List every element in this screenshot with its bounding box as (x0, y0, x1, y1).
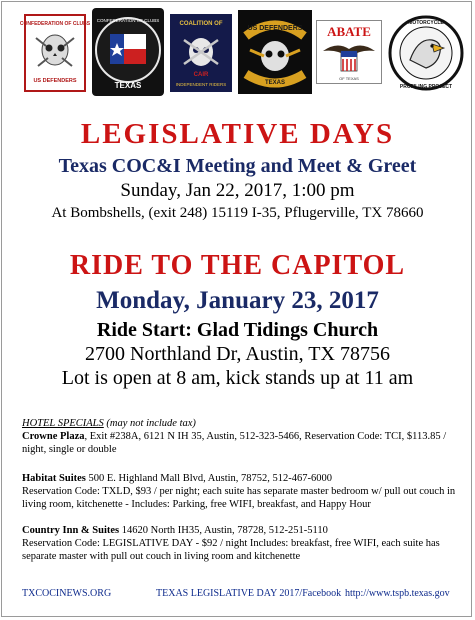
hotel-details: 14620 North IH35, Austin, 78728, 512-251-5110 (119, 525, 328, 536)
coalition-of-independent-riders-logo (170, 14, 232, 92)
hotel-name: Habitat Suites (22, 473, 86, 484)
svg-text:TEXAS: TEXAS (114, 81, 142, 90)
legislative-days-title: LEGISLATIVE DAYS (80, 118, 395, 150)
hotel-heading-line (22, 417, 462, 430)
svg-text:CAIR: CAIR (193, 72, 209, 78)
svg-text:COALITION OF: COALITION OF (179, 21, 223, 27)
us-defenders-texas-logo (238, 10, 312, 94)
svg-text:OF TEXAS: OF TEXAS (339, 76, 359, 81)
hotel-name: Crowne Plaza (22, 431, 85, 442)
hotel-habitat-suites (22, 472, 462, 511)
svg-text:TEXAS: TEXAS (264, 80, 286, 86)
meeting-date: Sunday, Jan 22, 2017, 1:00 pm (120, 180, 355, 201)
hotel-crowne-plaza (22, 430, 462, 456)
hotel-name: Country Inn & Suites (22, 525, 120, 536)
svg-text:US DEFENDERS: US DEFENDERS (33, 78, 77, 84)
footer-facebook-link[interactable]: TEXAS LEGISLATIVE DAY 2017/Facebook (156, 588, 342, 599)
footer-website-link[interactable]: TXCOCINEWS.ORG (22, 588, 112, 599)
texas-coci-logo (92, 8, 164, 96)
confederation-of-clubs-logo (19, 14, 91, 92)
hotel-section-1 (22, 417, 462, 456)
svg-text:ABATE: ABATE (327, 24, 371, 39)
motorcycle-profiling-project-logo (388, 8, 464, 98)
ride-date: Monday, January 23, 2017 (96, 287, 379, 314)
hotel-country-inn (22, 524, 462, 563)
hotel-extra: Reservation Code: LEGISLATIVE DAY - $92 / night Includes: breakfast, free WIFI, each suite has separate master with pull out couch in living room and kitchenette (22, 538, 440, 562)
ride-lot-info: Lot is open at 8 am, kick stands up at 11 am (61, 367, 414, 389)
svg-text:CONFEDERATION OF CLUBS: CONFEDERATION OF CLUBS (19, 21, 91, 27)
ride-address: 2700 Northland Dr, Austin, TX 78756 (85, 343, 390, 365)
hotel-line (22, 472, 462, 485)
meeting-location: At Bombshells, (exit 248) 15119 I-35, Pflugerville, TX 78660 (51, 205, 424, 221)
hotel-specials-heading: HOTEL SPECIALS (22, 418, 104, 429)
svg-text:INDEPENDENT RIDERS: INDEPENDENT RIDERS (175, 82, 227, 87)
hotel-details: 500 E. Highland Mall Blvd, Austin, 78752, 512-467-6000 (85, 473, 333, 484)
ride-start: Ride Start: Glad Tidings Church (96, 319, 379, 341)
footer-tspb-link[interactable]: http://www.tspb.texas.gov (345, 588, 450, 599)
svg-text:US DEFENDERS: US DEFENDERS (247, 25, 303, 32)
hotel-tax-note: (may not include tax) (106, 418, 196, 429)
ride-title: RIDE TO THE CAPITOL (69, 250, 406, 281)
meeting-subtitle: Texas COC&I Meeting and Meet & Greet (58, 155, 417, 177)
hotel-extra: Reservation Code: TXLD, $93 / per night; each suite has separate master bedroom w/ pull out couch in living room, kitchenette - Includes: Parking, free WIFI, breakfast, and Happy Hour (22, 486, 456, 510)
svg-text:CONFEDERATION OF CLUBS: CONFEDERATION OF CLUBS (96, 18, 160, 23)
abate-logo (316, 20, 382, 84)
hotel-line (22, 524, 462, 537)
hotel-details: , Exit #238A, 6121 N IH 35, Austin, 512-323-5466, Reservation Code: TCI, $113.85 / night, single or double (22, 431, 447, 455)
svg-text:MOTORCYCLE: MOTORCYCLE (408, 20, 444, 26)
logo-row (0, 6, 475, 98)
svg-text:PROFILING PROJECT: PROFILING PROJECT (399, 84, 453, 90)
